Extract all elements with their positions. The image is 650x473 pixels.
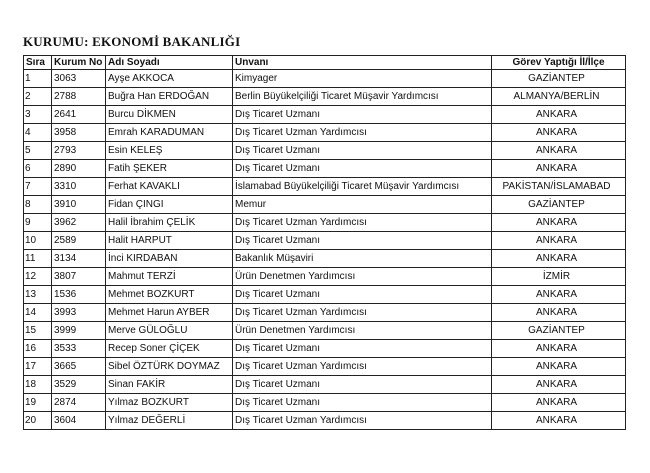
cell-kurum-no: 2890 [52,160,106,178]
cell-kurum-no: 2589 [52,232,106,250]
table-row [24,394,626,412]
cell-unvani: Dış Ticaret Uzman Yardımcısı [233,214,492,232]
table-header [24,56,626,70]
cell-unvani: İslamabad Büyükelçiliği Ticaret Müşavir Yardımcısı [233,178,492,196]
cell-kurum-no: 3604 [52,412,106,430]
cell-unvani: Dış Ticaret Uzmanı [233,160,492,178]
cell-sira: 3 [24,106,52,124]
cell-gorev-yeri: ANKARA [492,412,626,430]
cell-kurum-no: 3134 [52,250,106,268]
cell-adi-soyadi: Ayşe AKKOCA [106,70,233,88]
cell-adi-soyadi: Sibel ÖZTÜRK DOYMAZ [106,358,233,376]
header-unvani: Unvanı [233,56,492,70]
header-row [24,56,626,70]
cell-adi-soyadi: Halit HARPUT [106,232,233,250]
cell-gorev-yeri: ANKARA [492,142,626,160]
cell-kurum-no: 3962 [52,214,106,232]
cell-adi-soyadi: İnci KIRDABAN [106,250,233,268]
cell-kurum-no: 3910 [52,196,106,214]
cell-sira: 19 [24,394,52,412]
cell-gorev-yeri: ANKARA [492,160,626,178]
cell-sira: 20 [24,412,52,430]
cell-sira: 14 [24,304,52,322]
cell-unvani: Bakanlık Müşaviri [233,250,492,268]
header-kurum-no: Kurum No [52,56,106,70]
cell-adi-soyadi: Ferhat KAVAKLI [106,178,233,196]
cell-kurum-no: 3993 [52,304,106,322]
cell-sira: 1 [24,70,52,88]
cell-kurum-no: 2788 [52,88,106,106]
cell-unvani: Dış Ticaret Uzman Yardımcısı [233,412,492,430]
cell-unvani: Dış Ticaret Uzmanı [233,142,492,160]
document-title: KURUMU: EKONOMİ BAKANLIĞI [23,34,241,49]
table-row [24,214,626,232]
cell-unvani: Dış Ticaret Uzman Yardımcısı [233,124,492,142]
table-row [24,286,626,304]
cell-gorev-yeri: ANKARA [492,232,626,250]
cell-sira: 17 [24,358,52,376]
cell-sira: 13 [24,286,52,304]
table-row [24,412,626,430]
cell-kurum-no: 3310 [52,178,106,196]
cell-gorev-yeri: İZMİR [492,268,626,286]
cell-gorev-yeri: ANKARA [492,304,626,322]
cell-gorev-yeri: ANKARA [492,250,626,268]
cell-unvani: Dış Ticaret Uzman Yardımcısı [233,304,492,322]
cell-unvani: Dış Ticaret Uzmanı [233,376,492,394]
cell-sira: 6 [24,160,52,178]
cell-sira: 18 [24,376,52,394]
cell-sira: 15 [24,322,52,340]
cell-adi-soyadi: Mahmut TERZİ [106,268,233,286]
header-sira: Sıra [24,56,52,70]
cell-gorev-yeri: ANKARA [492,358,626,376]
cell-gorev-yeri: ANKARA [492,376,626,394]
cell-unvani: Dış Ticaret Uzmanı [233,394,492,412]
cell-adi-soyadi: Mehmet Harun AYBER [106,304,233,322]
cell-adi-soyadi: Buğra Han ERDOĞAN [106,88,233,106]
cell-sira: 5 [24,142,52,160]
cell-kurum-no: 3999 [52,322,106,340]
staff-table [23,55,626,430]
table-row [24,124,626,142]
table-row [24,304,626,322]
cell-gorev-yeri: ANKARA [492,394,626,412]
cell-adi-soyadi: Emrah KARADUMAN [106,124,233,142]
cell-adi-soyadi: Fatih ŞEKER [106,160,233,178]
cell-sira: 12 [24,268,52,286]
cell-unvani: Dış Ticaret Uzmanı [233,286,492,304]
cell-gorev-yeri: ANKARA [492,214,626,232]
cell-gorev-yeri: GAZİANTEP [492,322,626,340]
cell-gorev-yeri: ANKARA [492,340,626,358]
table-row [24,376,626,394]
table-row [24,106,626,124]
table-row [24,250,626,268]
cell-gorev-yeri: ANKARA [492,286,626,304]
cell-sira: 11 [24,250,52,268]
cell-kurum-no: 3533 [52,340,106,358]
cell-adi-soyadi: Esin KELEŞ [106,142,233,160]
cell-adi-soyadi: Yılmaz DEĞERLİ [106,412,233,430]
cell-sira: 10 [24,232,52,250]
table-row [24,322,626,340]
header-gorev-yeri: Görev Yaptığı İl/İlçe [492,56,626,70]
table-row [24,178,626,196]
cell-gorev-yeri: GAZİANTEP [492,196,626,214]
header-adi-soyadi: Adı Soyadı [106,56,233,70]
cell-unvani: Dış Ticaret Uzman Yardımcısı [233,358,492,376]
table-row [24,340,626,358]
cell-gorev-yeri: ANKARA [492,106,626,124]
table-row [24,196,626,214]
table-row [24,160,626,178]
cell-unvani: Dış Ticaret Uzmanı [233,340,492,358]
cell-adi-soyadi: Yılmaz BOZKURT [106,394,233,412]
cell-unvani: Berlin Büyükelçiliği Ticaret Müşavir Yardımcısı [233,88,492,106]
cell-sira: 16 [24,340,52,358]
cell-kurum-no: 2874 [52,394,106,412]
table-row [24,70,626,88]
cell-gorev-yeri: PAKİSTAN/İSLAMABAD [492,178,626,196]
cell-gorev-yeri: GAZİANTEP [492,70,626,88]
cell-kurum-no: 3958 [52,124,106,142]
cell-sira: 2 [24,88,52,106]
cell-adi-soyadi: Mehmet BOZKURT [106,286,233,304]
table-row [24,88,626,106]
table-row [24,358,626,376]
table-row [24,232,626,250]
cell-unvani: Kimyager [233,70,492,88]
cell-sira: 4 [24,124,52,142]
table-row [24,142,626,160]
cell-kurum-no: 3529 [52,376,106,394]
cell-unvani: Dış Ticaret Uzmanı [233,232,492,250]
cell-adi-soyadi: Halil İbrahim ÇELİK [106,214,233,232]
cell-adi-soyadi: Merve GÜLOĞLU [106,322,233,340]
cell-adi-soyadi: Fidan ÇINGI [106,196,233,214]
cell-adi-soyadi: Burcu DİKMEN [106,106,233,124]
cell-kurum-no: 1536 [52,286,106,304]
cell-adi-soyadi: Sinan FAKİR [106,376,233,394]
cell-sira: 8 [24,196,52,214]
cell-kurum-no: 2641 [52,106,106,124]
cell-unvani: Ürün Denetmen Yardımcısı [233,268,492,286]
cell-gorev-yeri: ALMANYA/BERLİN [492,88,626,106]
cell-sira: 7 [24,178,52,196]
cell-kurum-no: 3665 [52,358,106,376]
cell-kurum-no: 3063 [52,70,106,88]
table-body [24,70,626,430]
cell-kurum-no: 3807 [52,268,106,286]
cell-sira: 9 [24,214,52,232]
cell-unvani: Ürün Denetmen Yardımcısı [233,322,492,340]
cell-adi-soyadi: Recep Soner ÇİÇEK [106,340,233,358]
cell-unvani: Memur [233,196,492,214]
cell-kurum-no: 2793 [52,142,106,160]
table-row [24,268,626,286]
cell-gorev-yeri: ANKARA [492,124,626,142]
cell-unvani: Dış Ticaret Uzmanı [233,106,492,124]
